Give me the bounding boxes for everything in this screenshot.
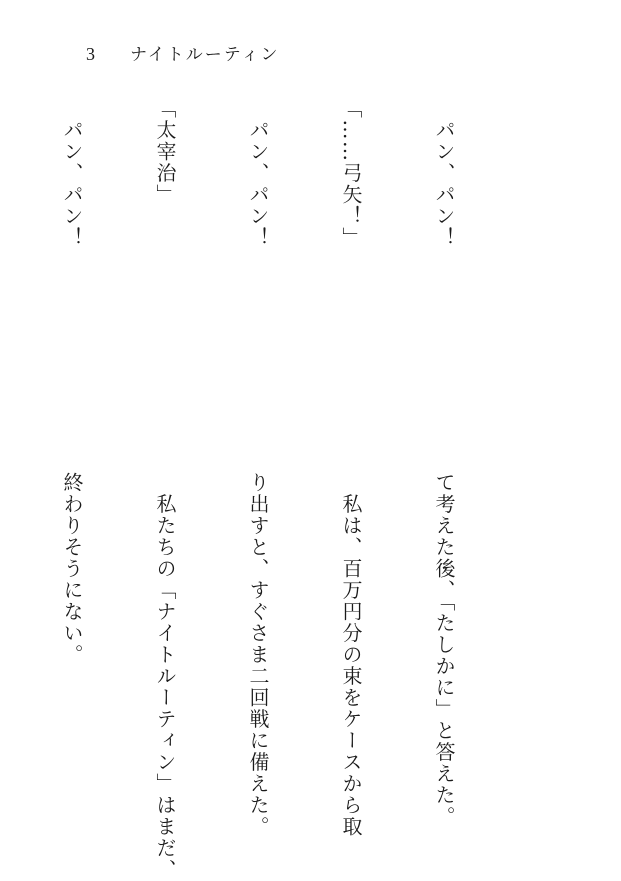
- upper-text-block: [0, 98, 521, 428]
- text-line: 私たちの「ナイトルーティン」はまだ、: [153, 472, 177, 881]
- chapter-title: ナイトルーティン: [130, 45, 280, 65]
- text-line: パン、パン！: [60, 98, 84, 249]
- text-line: 私は、百万円分の束をケースから取: [339, 472, 363, 838]
- text-line: 「……弓矢！」: [339, 98, 363, 249]
- text-line: パン、パン！: [246, 98, 270, 249]
- text-line: り出すと、すぐさま二回戦に備えた。: [246, 472, 270, 838]
- page-header: [86, 40, 279, 65]
- page-number: 3: [86, 44, 96, 64]
- text-line: パン、パン！: [432, 98, 456, 249]
- text-line: 終わりそうにない。: [60, 472, 84, 666]
- text-line: 「太宰治」: [153, 98, 177, 206]
- text-line: て考えた後、「たしかに」と答えた。: [432, 472, 456, 828]
- lower-text-block: [0, 472, 521, 881]
